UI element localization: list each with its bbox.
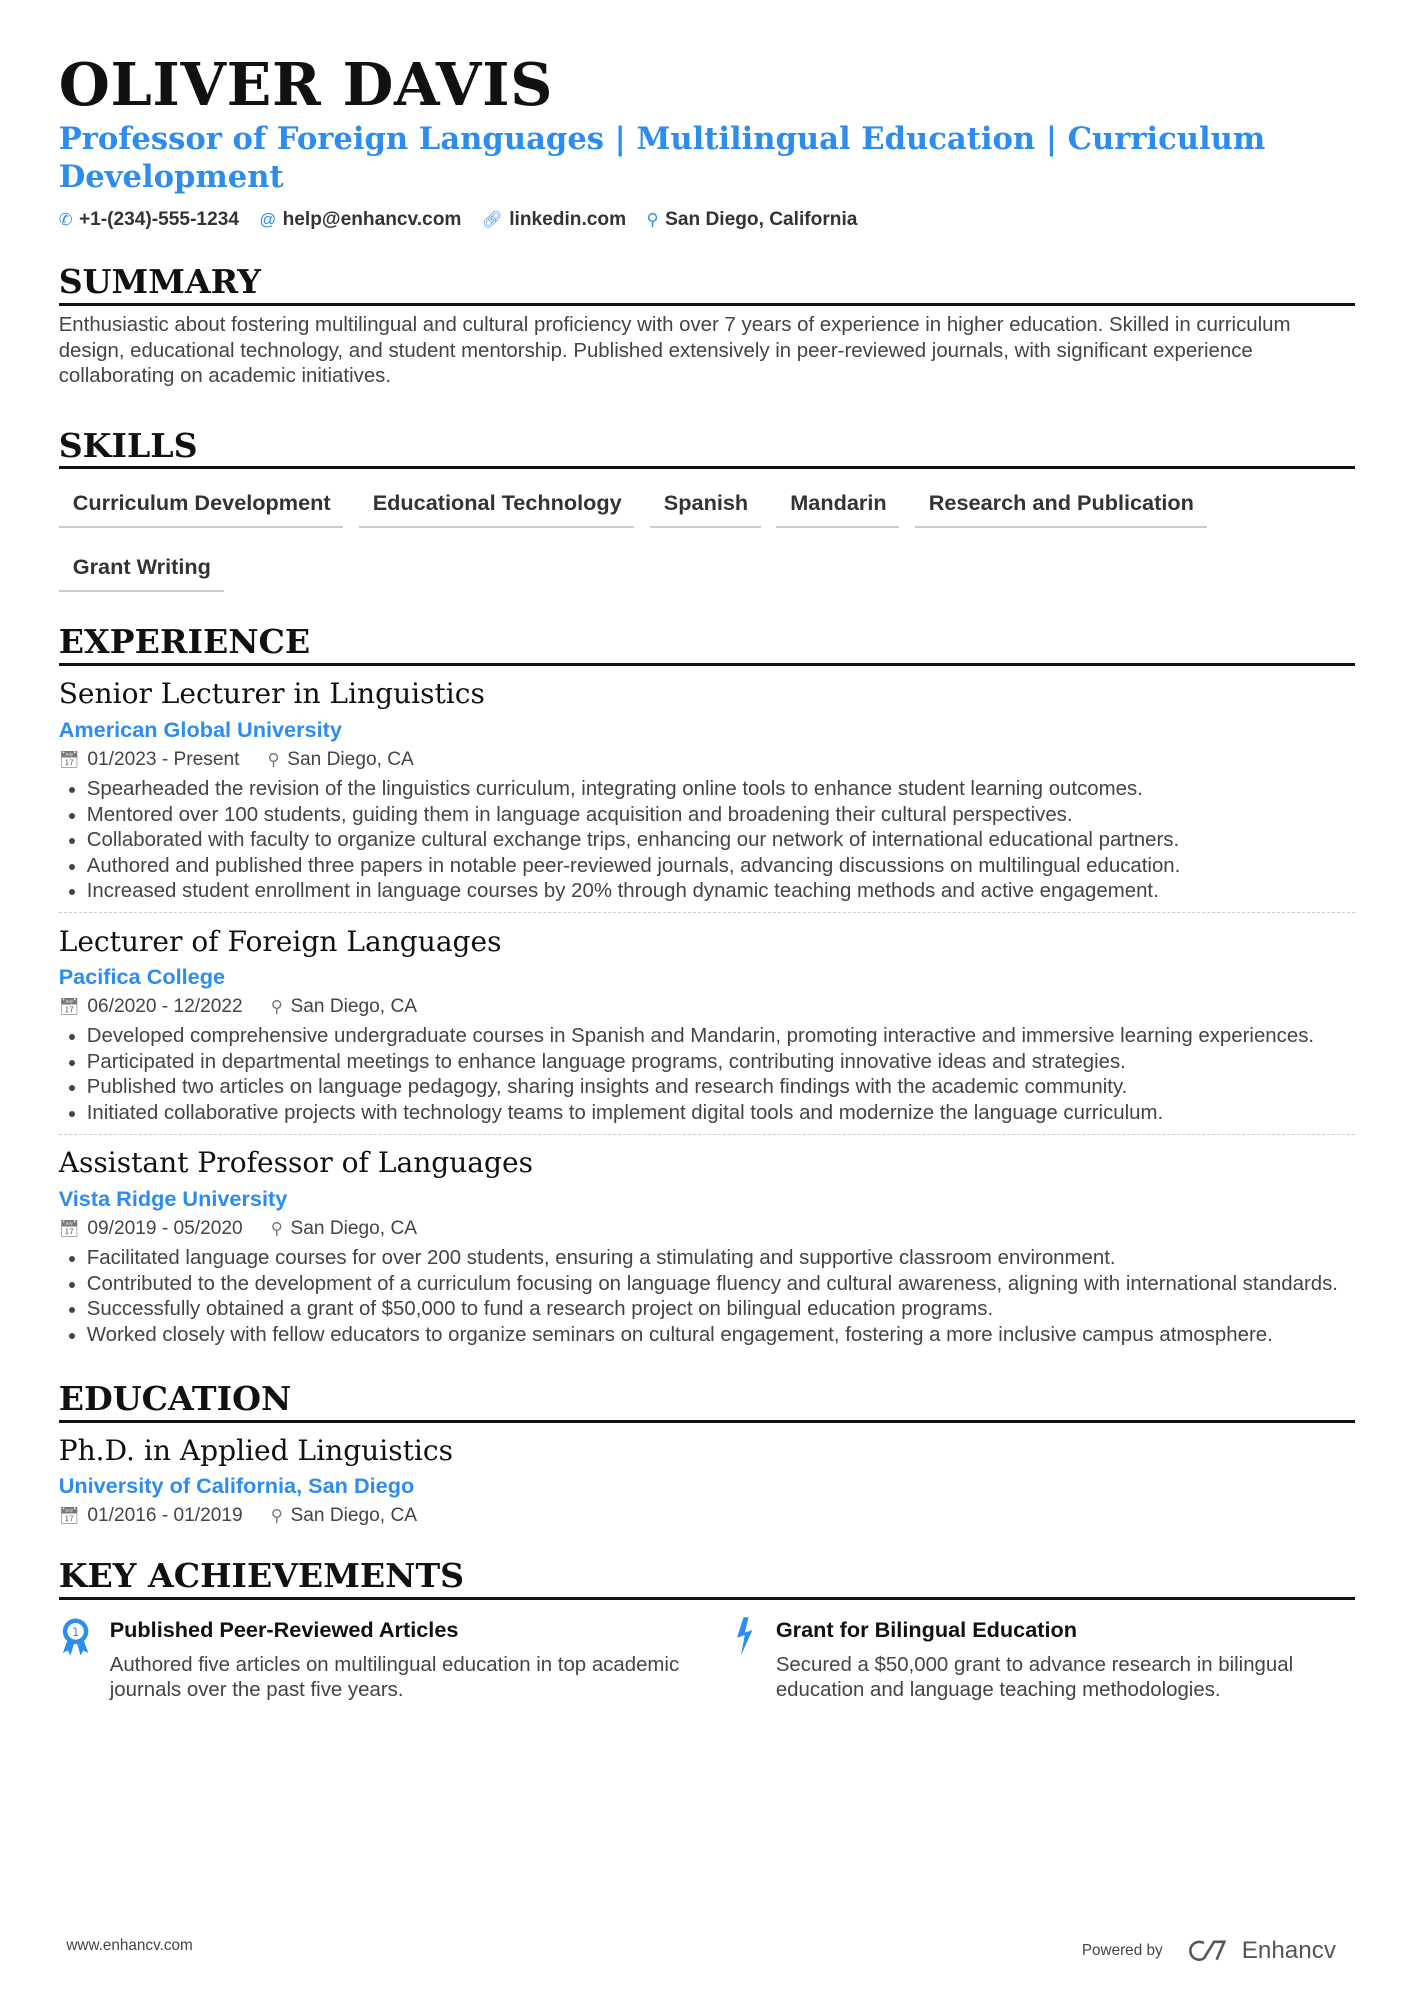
powered-by-label: Powered by: [1081, 1941, 1163, 1959]
section-heading: SKILLS: [59, 426, 1355, 470]
phone-text: +1-(234)-555-1234: [78, 209, 239, 231]
enhancv-logo-icon: [1186, 1938, 1232, 1964]
job-title: Lecturer of Foreign Languages: [58, 924, 502, 958]
award-ribbon-icon: [59, 1616, 92, 1704]
job-bullet: • Published two articles on language pedagogy, sharing insights and research findings with the academic community.: [87, 1075, 1355, 1101]
section-heading: SUMMARY: [59, 262, 1355, 306]
company-name: American Global University: [58, 716, 342, 742]
job-bullet: • Worked closely with fellow educators to organize seminars on cultural engagement, fostering a more inclusive campus atmosphere.: [87, 1323, 1355, 1349]
candidate-title: Professor of Foreign Languages | Multilingual Education | Curriculum Development: [58, 120, 1266, 196]
contact-linkedin[interactable]: [482, 209, 626, 231]
education-location: San Diego, CA: [290, 1505, 418, 1527]
job-entry: [59, 1145, 1355, 1355]
skill-tag: Mandarin: [776, 475, 899, 529]
job-bullet: • Authored and published three papers in notable peer-reviewed journals, advancing discussions on multilingual education.: [87, 854, 1355, 880]
contact-phone[interactable]: [59, 209, 239, 231]
job-entry: [59, 924, 1355, 1135]
skill-tag: Curriculum Development: [59, 475, 344, 529]
job-location: San Diego, CA: [290, 1217, 418, 1239]
job-bullet: • Developed comprehensive undergraduate courses in Spanish and Mandarin, promoting interactive and immersive learning experiences.: [87, 1024, 1355, 1050]
job-bullet: • Contributed to the development of a curriculum focusing on language fluency and cultural awareness, aligning with international standards.: [87, 1272, 1355, 1298]
link-icon: 🔗︎: [481, 210, 503, 230]
job-bullet: • Increased student enrollment in language courses by 20% through dynamic teaching methods and active engagement.: [87, 879, 1355, 905]
job-entry: [59, 676, 1355, 913]
skill-tag: Research and Publication: [915, 475, 1207, 529]
location-icon: ⚲: [270, 1506, 283, 1526]
job-bullet: • Mentored over 100 students, guiding them in language acquisition and broadening their cultural perspectives.: [87, 803, 1355, 829]
contact-email[interactable]: [259, 209, 461, 231]
footer-website[interactable]: www.enhancv.com: [66, 1936, 193, 1954]
education-dates: 01/2016 - 01/2019: [87, 1505, 243, 1527]
summary-text: Enthusiastic about fostering multilingual and cultural proficiency with over 7 years of experience in higher education. Skilled in curriculum design, educational technology, and student mentorship. Published extensively in peer-reviewed journals, with significant experience collaborating on academic initiatives.: [58, 314, 1291, 388]
location-icon: ⚲: [267, 750, 280, 770]
achievement-title: Grant for Bilingual Education: [775, 1616, 1078, 1642]
email-text: help@enhancv.com: [282, 209, 462, 231]
job-location: San Diego, CA: [290, 996, 418, 1018]
job-dates: 01/2023 - Present: [87, 749, 240, 771]
contact-bar: [59, 209, 1355, 231]
job-title: Senior Lecturer in Linguistics: [58, 677, 485, 711]
company-name: Vista Ridge University: [58, 1185, 288, 1211]
job-dates: 06/2020 - 12/2022: [87, 996, 243, 1018]
company-name: Pacifica College: [58, 964, 226, 990]
phone-icon: ✆: [58, 210, 73, 230]
job-bullet: • Successfully obtained a grant of $50,000 to fund a research project on bilingual education programs.: [87, 1297, 1355, 1323]
section-heading: EDUCATION: [59, 1379, 1355, 1423]
location-text: San Diego, California: [665, 209, 858, 231]
lightning-bolt-icon: [732, 1616, 758, 1704]
calendar-icon: 📅︎: [58, 997, 80, 1017]
summary-section: [59, 262, 1355, 390]
achievement-text: Secured a $50,000 grant to advance research in bilingual education and language teaching methodologies.: [775, 1653, 1294, 1702]
job-location: San Diego, CA: [287, 749, 414, 771]
brand-name: Enhancv: [1241, 1936, 1336, 1964]
linkedin-text: linkedin.com: [509, 209, 627, 231]
achievements-section: [59, 1556, 1355, 1703]
skill-tag: Educational Technology: [359, 475, 635, 529]
svg-text:1: 1: [71, 1624, 79, 1639]
job-bullet: • Facilitated language courses for over 200 students, ensuring a stimulating and supportive classroom environment.: [87, 1246, 1355, 1272]
footer: [66, 1937, 1336, 1965]
job-bullet: • Initiated collaborative projects with technology teams to implement digital tools and modernize the language curriculum.: [87, 1101, 1355, 1127]
skill-tag: Spanish: [650, 475, 761, 529]
job-bullet: • Participated in departmental meetings to enhance language programs, contributing innovative ideas and strategies.: [87, 1050, 1355, 1076]
section-heading: KEY ACHIEVEMENTS: [59, 1556, 1355, 1600]
skills-section: [59, 426, 1355, 592]
achievement-text: Authored five articles on multilingual education in top academic journals over the past five years.: [109, 1653, 680, 1702]
achievement-item: [59, 1616, 682, 1704]
calendar-icon: 📅︎: [58, 1506, 80, 1526]
job-bullet: • Spearheaded the revision of the linguistics curriculum, integrating online tools to enhance student learning outcomes.: [87, 777, 1355, 803]
achievement-title: Published Peer-Reviewed Articles: [109, 1616, 459, 1642]
candidate-name: OLIVER DAVIS: [58, 50, 554, 120]
calendar-icon: 📅︎: [58, 1218, 80, 1238]
school-name: University of California, San Diego: [58, 1473, 415, 1499]
at-icon: @: [259, 210, 277, 230]
experience-section: [59, 622, 1355, 1355]
enhancv-logo[interactable]: [1186, 1937, 1336, 1965]
degree-title: Ph.D. in Applied Linguistics: [58, 1433, 453, 1467]
section-heading: EXPERIENCE: [59, 622, 1355, 666]
calendar-icon: 📅︎: [58, 750, 80, 770]
job-dates: 09/2019 - 05/2020: [87, 1217, 243, 1239]
location-icon: ⚲: [646, 210, 659, 230]
education-section: [59, 1379, 1355, 1529]
skill-tag: Grant Writing: [59, 538, 224, 592]
achievement-item: [732, 1616, 1355, 1704]
job-title: Assistant Professor of Languages: [58, 1146, 534, 1180]
location-icon: ⚲: [270, 997, 283, 1017]
location-icon: ⚲: [270, 1218, 283, 1238]
job-bullet: • Collaborated with faculty to organize cultural exchange trips, enhancing our network of international educational partners.: [87, 828, 1355, 854]
contact-location: [647, 209, 858, 231]
